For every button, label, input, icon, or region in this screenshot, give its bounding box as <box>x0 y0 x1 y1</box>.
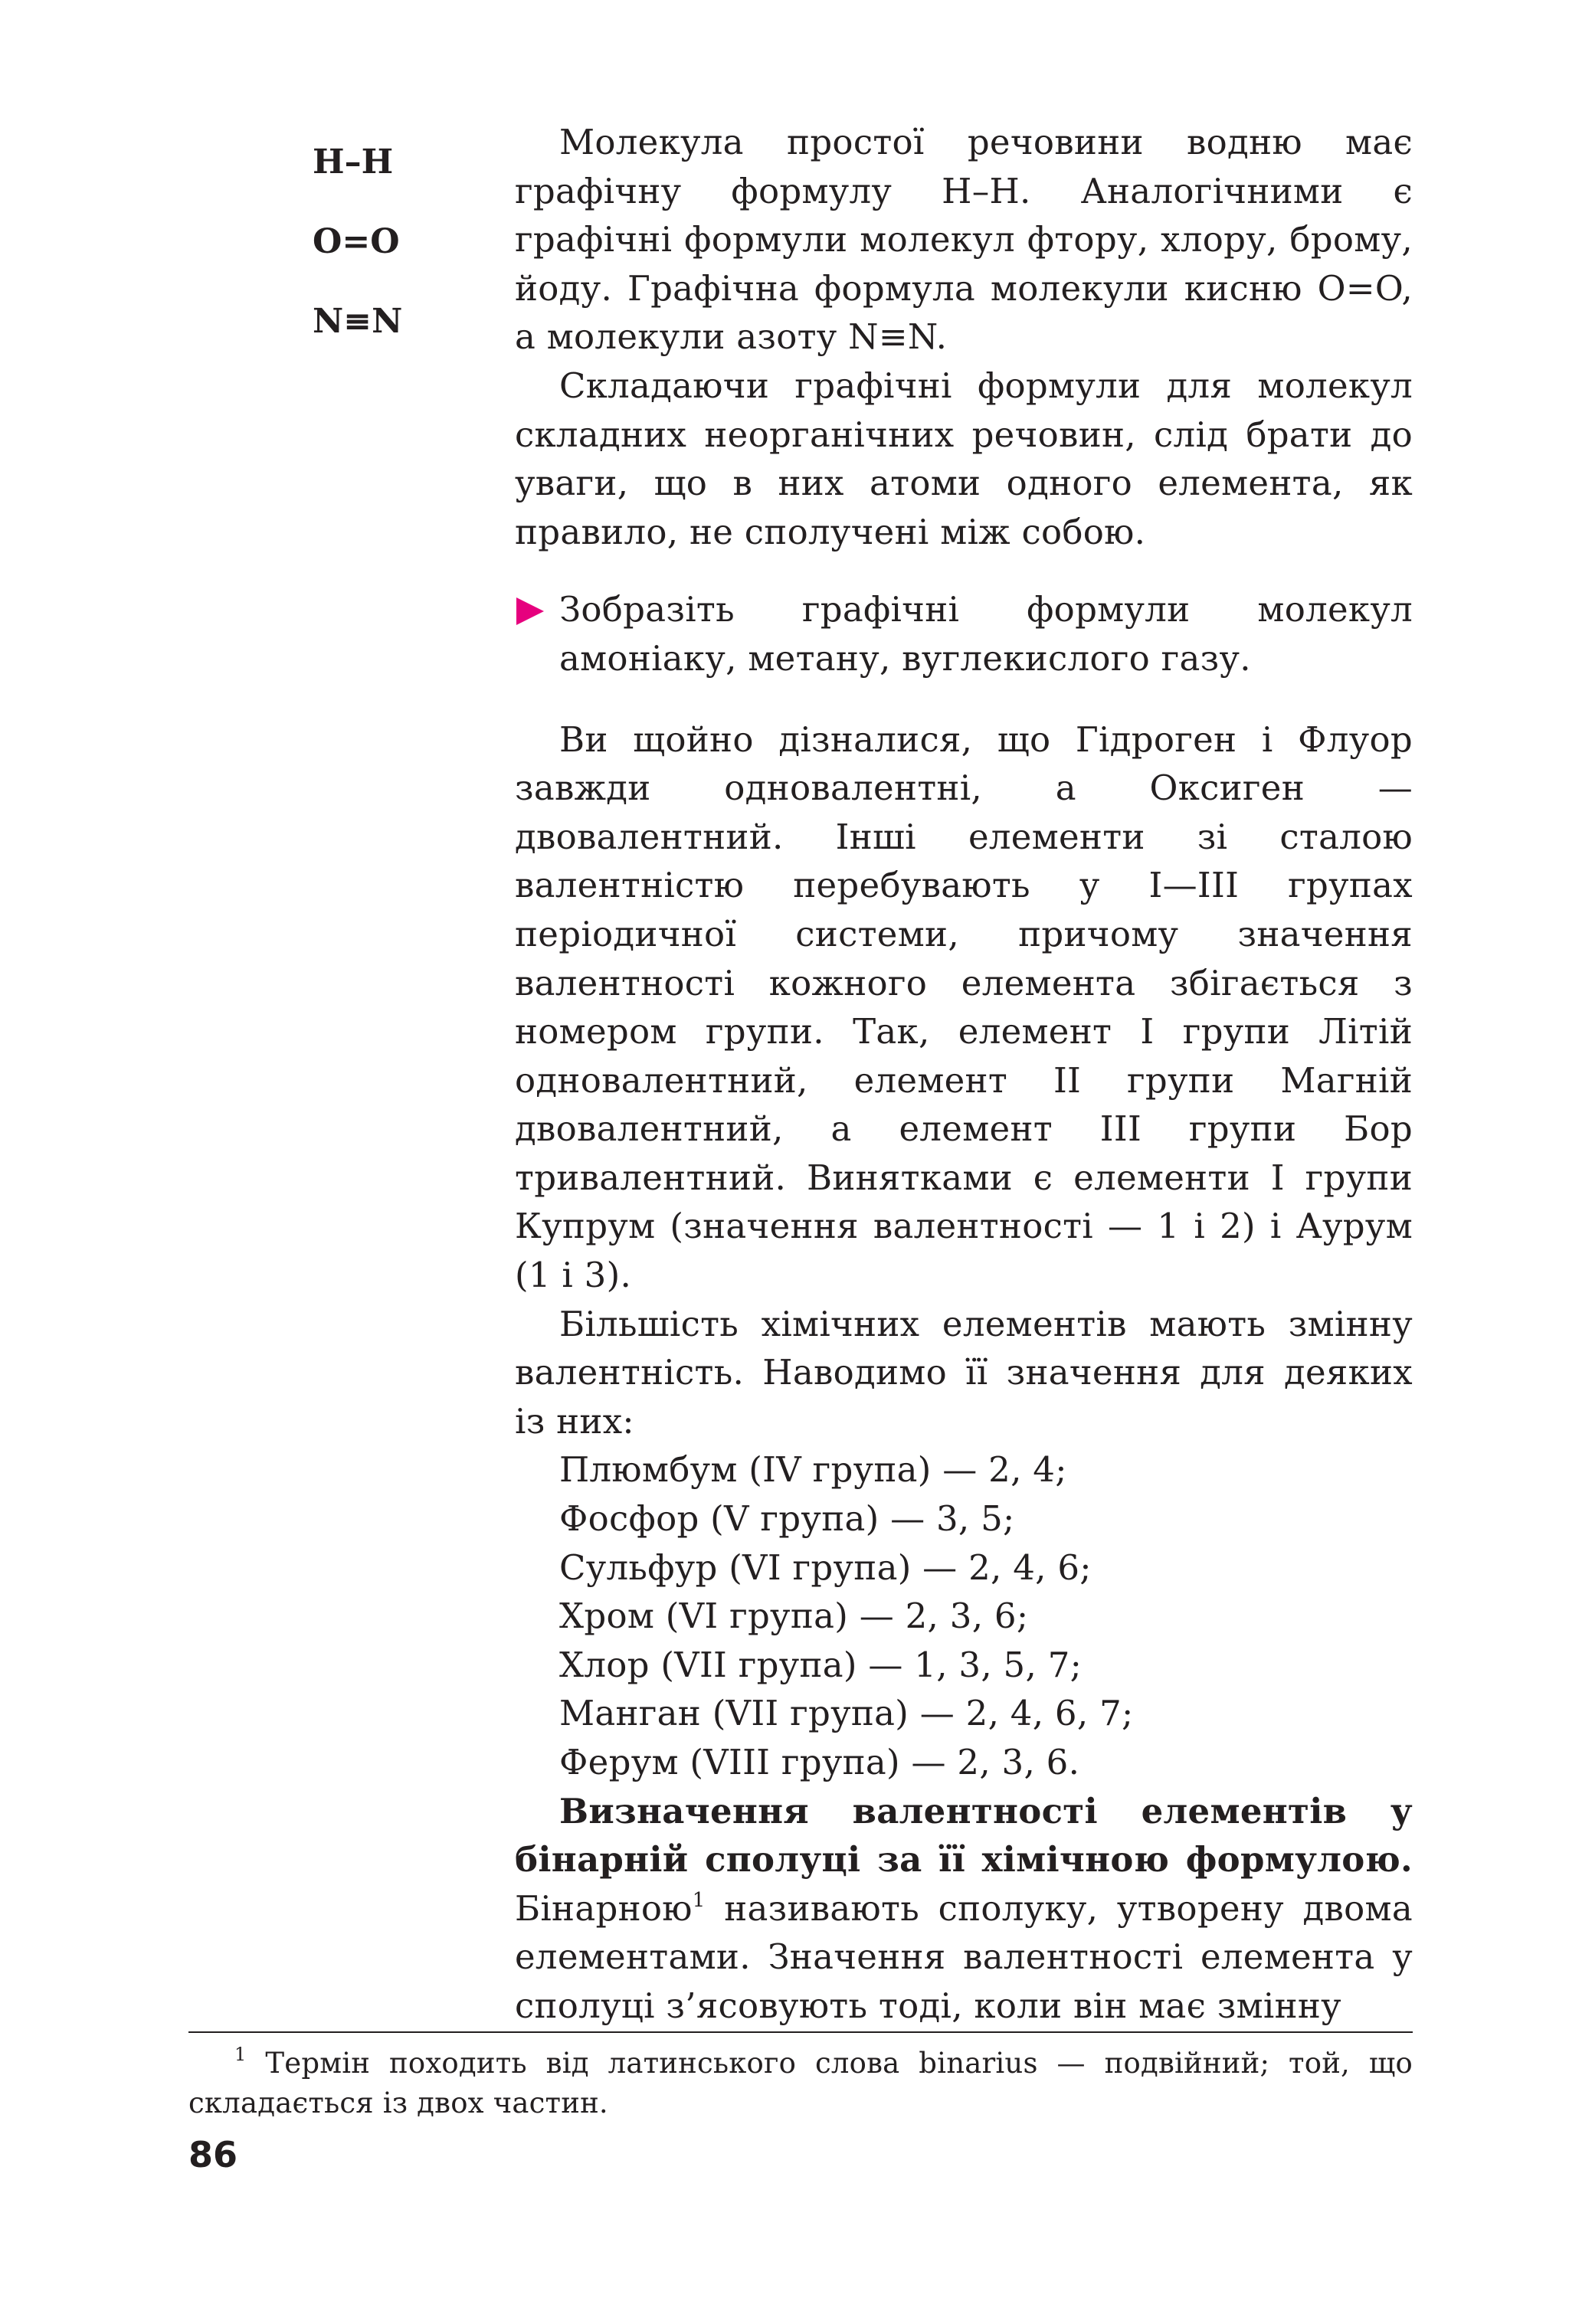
formula-nitrogen: N≡N <box>313 302 403 341</box>
paragraph-binary-compound <box>515 1787 1413 2031</box>
binary-definition: називають сполуку, утворену двома елементами. Значення валентності елемента у сполуці з’ясовують тоді, коли він має змінну <box>515 1887 1413 2026</box>
paragraph-constant-valence: Ви щойно дізналися, що Гідроген і Флуор завжди одновалентні, а Оксиген — двовалентний. Інші елементи зі сталою валентністю перебувають у I—III групах періодичної системи, причому значення валентності кожного елемента збігається з номером групи. Так, елемент I групи Літій одновалентний, елемент II групи Магній двовалентний, а елемент III групи Бор тривалентний. Винятками є елементи I групи Купрум (значення валентності — 1 і 2) і Аурум (1 і 3). <box>515 718 1413 1296</box>
paragraph-simple-molecules: Молекула простої речовини водню має графічну формулу H–H. Аналогічними є графічні формули молекул фтору, хлору, брому, йоду. Графічна формула молекули кисню O=O, а молекули азоту N≡N. <box>515 122 1413 358</box>
margin-formulas <box>313 142 427 385</box>
valence-item: Хлор (VII група) — 1, 3, 5, 7; <box>559 1644 1083 1685</box>
valence-item: Фосфор (V група) — 3, 5; <box>559 1498 1015 1540</box>
valence-item: Плюмбум (IV група) — 2, 4; <box>559 1449 1067 1491</box>
paragraph-complex-molecules: Складаючи графічні формули для молекул складних неорганічних речовин, слід брати до уваги, що в них атоми одного елемента, як правило, не сполучені між собою. <box>515 365 1413 552</box>
footnote-marker: 1 <box>234 2044 247 2065</box>
valence-list <box>515 1445 1413 1786</box>
binary-term: Бінарною <box>515 1887 693 1929</box>
formula-oxygen: O=O <box>313 222 400 261</box>
page-number: 86 <box>188 2134 238 2175</box>
valence-item: Хром (VI група) — 2, 3, 6; <box>559 1596 1029 1637</box>
valence-item: Ферум (VIII група) — 2, 3, 6. <box>559 1742 1080 1782</box>
footnote-reference: 1 <box>692 1888 706 1912</box>
section-heading-inline: Визначення валентності елементів у бінарній сполуці за її хімічною формулою. <box>515 1790 1413 1880</box>
task-text: Зобразіть графічні формули молекул амоніаку, метану, вуглекислого газу. <box>559 589 1413 679</box>
footnote <box>188 2044 1413 2123</box>
main-text-column <box>515 118 1413 2031</box>
footnote-text: Термін походить від латинського слова binarius — подвійний; той, що складається із двох частин. <box>188 2047 1413 2119</box>
paragraph-variable-valence: Більшість хімічних елементів мають змінну валентність. Наводимо її значення для деяких із них: <box>515 1303 1413 1442</box>
valence-item: Манган (VII група) — 2, 4, 6, 7; <box>559 1693 1134 1734</box>
valence-item: Сульфур (VI група) — 2, 4, 6; <box>559 1547 1092 1588</box>
task-triangle-icon <box>516 597 544 625</box>
footnote-divider <box>188 2031 1413 2033</box>
task-block <box>515 585 1413 682</box>
formula-hydrogen: H–H <box>313 142 394 182</box>
